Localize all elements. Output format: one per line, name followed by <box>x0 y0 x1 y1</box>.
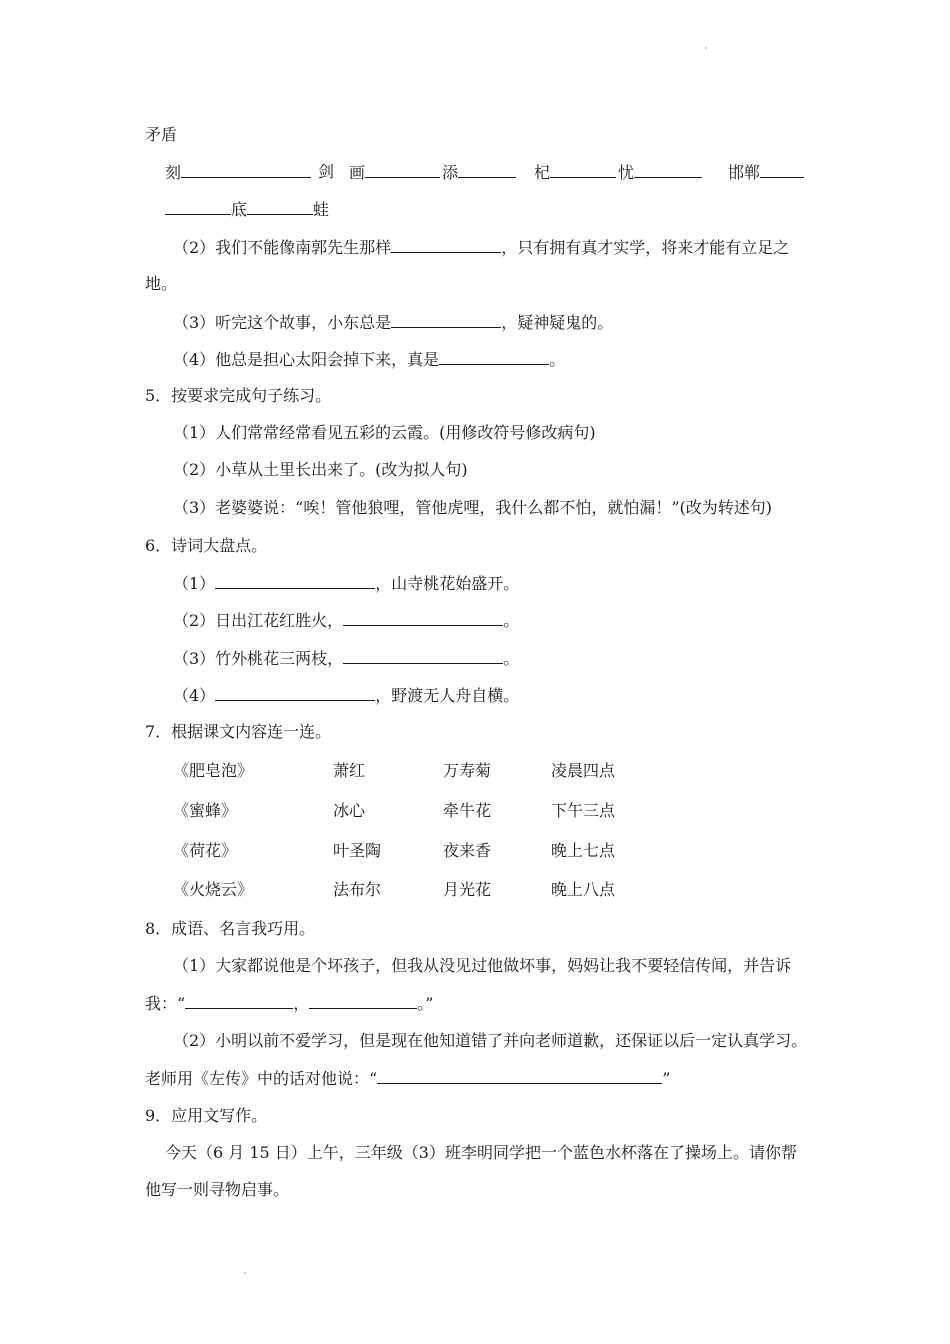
q7-title-cell[interactable]: 《蜜蜂》 <box>173 801 238 820</box>
q4-fill-jian: 剑 <box>318 162 335 181</box>
blank[interactable] <box>215 684 375 701</box>
q4-item-4: （4）他总是担心太阳会掉下来，真是 。 <box>173 350 566 369</box>
q5-item-2: （2）小草从土里长出来了。(改为拟人句) <box>173 460 468 479</box>
blank[interactable] <box>458 161 516 178</box>
blank[interactable] <box>391 236 501 253</box>
q8-item-1: （1）大家都说他是个坏孩子，但我从没见过他做坏事，妈妈让我不要轻信传闻，并告诉 <box>173 956 792 975</box>
q8-item-2: （2）小明以前不爱学习，但是现在他知道错了并向老师道歉，还保证以后一定认真学习。 <box>173 1031 808 1050</box>
q8-item-2-cont: 老师用《左传》中的话对他说：“ ” <box>145 1069 671 1088</box>
blank[interactable] <box>365 161 440 178</box>
blank[interactable] <box>550 161 616 178</box>
q6-item-4: （4） ，野渡无人舟自横。 <box>173 686 520 705</box>
q7-flower-cell[interactable]: 月光花 <box>443 880 492 899</box>
q4-fill-handan: 邯郸 <box>728 161 804 184</box>
blank[interactable] <box>309 992 417 1009</box>
blank[interactable] <box>343 647 503 664</box>
q7-time-cell[interactable]: 晚上八点 <box>551 880 616 899</box>
blank[interactable] <box>215 572 375 589</box>
q4-fill-hua: 画 <box>349 161 440 184</box>
blank[interactable] <box>391 311 501 328</box>
blank[interactable] <box>439 348 549 365</box>
blank[interactable] <box>181 161 311 178</box>
blank[interactable] <box>377 1067 662 1084</box>
blank[interactable] <box>165 198 231 215</box>
q4-item-2: （2）我们不能像南郭先生那样 ，只有拥有真才实学，将来才能有立足之 <box>173 238 790 257</box>
q6-item-2: （2）日出江花红胜火， 。 <box>173 611 520 630</box>
q6-item-1: （1） ，山寺桃花始盛开。 <box>173 574 520 593</box>
q4-fill-row1: 刻 <box>165 161 311 184</box>
scan-speck <box>705 47 707 49</box>
q7-author-cell[interactable]: 法布尔 <box>333 880 382 899</box>
scan-speck <box>244 1272 246 1274</box>
q9-prompt-line2: 他写一则寻物启事。 <box>145 1180 290 1199</box>
q8-title: 8．成语、名言我巧用。 <box>145 919 316 938</box>
q7-title-cell[interactable]: 《火烧云》 <box>173 880 254 899</box>
blank[interactable] <box>343 609 503 626</box>
q4-fill-tian: 添 <box>442 161 516 184</box>
q4-item-2-cont: 地。 <box>145 274 178 293</box>
q8-item-1-cont: 我：“ ， 。” <box>145 994 434 1013</box>
blank[interactable] <box>760 161 804 178</box>
q9-prompt-line1: 今天（6 月 15 日）上午，三年级（3）班李明同学把一个蓝色水杯落在了操场上。请你帮 <box>165 1143 797 1162</box>
q9-title: 9．应用文写作。 <box>145 1106 268 1125</box>
q7-title-cell[interactable]: 《荷花》 <box>173 841 238 860</box>
q7-title-cell[interactable]: 《肥皂泡》 <box>173 761 254 780</box>
q5-item-3: （3）老婆婆说：“唉！管他狼哩，管他虎哩，我什么都不怕，就怕漏！”(改为转述句) <box>173 498 773 517</box>
q7-title: 7．根据课文内容连一连。 <box>145 722 332 741</box>
q4-fill-row2: 底 蛙 <box>165 198 329 221</box>
blank[interactable] <box>634 161 702 178</box>
q7-author-cell[interactable]: 萧红 <box>333 761 366 780</box>
q4-fill-qi: 杞 <box>534 161 616 184</box>
q6-title: 6．诗词大盘点。 <box>145 536 268 555</box>
q4-tail-word: 矛盾 <box>145 125 178 144</box>
q7-author-cell[interactable]: 叶圣陶 <box>333 841 382 860</box>
q7-time-cell[interactable]: 下午三点 <box>551 801 616 820</box>
q7-author-cell[interactable]: 冰心 <box>333 801 366 820</box>
blank[interactable] <box>247 198 313 215</box>
q4-item-3: （3）听完这个故事，小东总是 ，疑神疑鬼的。 <box>173 313 614 332</box>
q4-fill-you: 忧 <box>618 161 702 184</box>
blank[interactable] <box>185 992 293 1009</box>
q7-flower-cell[interactable]: 万寿菊 <box>443 761 492 780</box>
q7-flower-cell[interactable]: 牵牛花 <box>443 801 492 820</box>
q6-item-3: （3）竹外桃花三两枝， 。 <box>173 649 520 668</box>
q7-time-cell[interactable]: 晚上七点 <box>551 841 616 860</box>
q7-flower-cell[interactable]: 夜来香 <box>443 841 492 860</box>
q5-item-1: （1）人们常常经常看见五彩的云霞。(用修改符号修改病句) <box>173 423 596 442</box>
q7-time-cell[interactable]: 凌晨四点 <box>551 761 616 780</box>
q5-title: 5．按要求完成句子练习。 <box>145 386 332 405</box>
